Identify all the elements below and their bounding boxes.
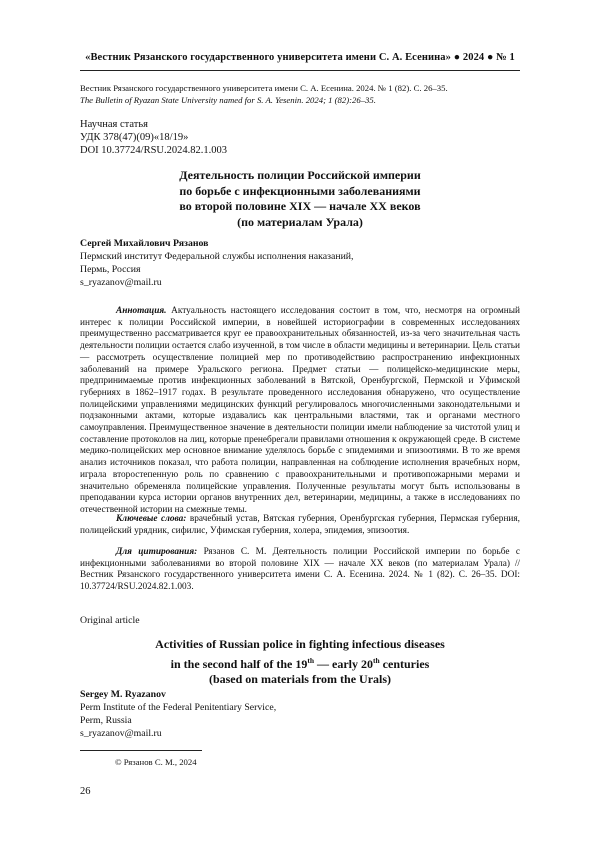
abstract-label: Аннотация. [116,306,167,316]
title-ru [100,168,500,230]
author-email-ru: s_ryazanov@mail.ru [80,277,162,288]
article-type-en: Original article [80,615,140,626]
citation-en: The Bulletin of Ryazan State University named for S. A. Yesenin. 2024; 1 (82):26–35. [80,95,376,105]
author-email-en: s_ryazanov@mail.ru [80,728,162,739]
copyright-note: © Рязанов С. М., 2024 [115,757,197,767]
how-to-cite-text: Рязанов С. М. Деятельность полиции Российской империи по борьбе с инфекционными заболеваниями во второй половине XIX — начале XX веков (по материалам Урала) // Вестник Рязанского государственного университета имени С. А. Есенина. 2024. № 1 (82). С. 26–35. DOI: 10.37724/RSU.2024.82.1.003. [80,547,520,593]
keywords [80,514,520,537]
title-en-line: Activities of Russian police in fighting infectious diseases [155,637,445,651]
title-ru-line: во второй половине XIX — начале XX веков [179,199,421,213]
how-to-cite [80,547,520,594]
page-number: 26 [80,786,91,797]
title-ru-line: (по материалам Урала) [237,214,363,229]
footnote-rule [80,750,202,751]
doi: DOI 10.37724/RSU.2024.82.1.003 [80,145,228,156]
title-en-line: (based on materials from the Urals) [208,672,392,686]
keywords-label: Ключевые слова: [116,514,187,524]
author-city-ru: Пермь, Россия [80,264,141,275]
article-meta [80,118,227,157]
udc-code: УДК 378(47)(09)«18/19» [80,132,189,143]
title-ru-line: по борьбе с инфекционными заболеваниями [179,183,421,198]
header-rule [80,70,520,71]
author-affiliation-en: Perm Institute of the Federal Penitentiary Service, [80,702,277,713]
article-type-ru: Научная статья [80,119,148,130]
title-en [100,637,500,688]
author-name-en: Sergey M. Ryazanov [80,689,166,700]
author-block-ru [80,237,520,289]
author-block-en [80,688,520,740]
author-city-en: Perm, Russia [80,715,132,726]
title-ru-line: Деятельность полиции Российской империи [179,168,421,182]
running-head: «Вестник Рязанского государственного университета имени С. А. Есенина» ● 2024 ● № 1 [85,52,515,63]
author-affiliation-ru: Пермский институт Федеральной службы исполнения наказаний, [80,251,354,262]
author-name-ru: Сергей Михайлович Рязанов [80,238,209,249]
citation-ru: Вестник Рязанского государственного университета имени С. А. Есенина. 2024. № 1 (82). С. 26–35. [80,83,448,93]
abstract-text: Актуальность настоящего исследования состоит в том, что, несмотря на огромный интерес к полиции Российской империи, в новейшей историографии в современных исследованиях преимущественно рассматривается круг ее правоохранительных обязанностей, из-за чего значительная часть деятельности полиции остается слабо изученной, в том числе в области медицины и ветеринарии. Цель статьи — рассмотреть осуществление полицией мер по противодействию распространению инфекционных заболеваний на примере Уральского региона. Предмет статьи — полицейско-медицинские меры, предпринимаемые против инфекционных заболеваний в Вятской, Оренбургской, Пермской и Уфимской губерниях в 1862–1917 годах. В результате проведенного исследования обнаружено, что осуществление полицейскими управлениями медицинских функций регулировалось многочисленными законодательными и подзаконными актами, которые издавались как центральными властями, так и органами местного самоуправления. Преимущественное значение в деятельности полиции имели наблюдение за чистотой улиц и составление протоколов на лиц, которые пренебрегали правилами отношения к окружающей среде. В системе медико-полицейских мер основное внимание уделялось борьбе с эпидемиями и эпизоотиями. В то же время анализ источников показал, что работа полиции, направленная на соблюдение исполнения врачебных норм, играла второстепенную роль по сравнению с правоохранительными и противопожарными мерами и значительно обременяла полицейские управления. Полученные результаты могут быть использованы в преподавании курса истории органов внутренних дел, ветеринарии, медицины, а также в исследованиях по отечественной истории на смежные темы. [80,306,520,515]
keywords-text: врачебный устав, Вятская губерния, Оренбургская губерния, Пермская губерния, полицейский урядник, сифилис, Уфимская губерния, холера, эпидемия, эпизоотия. [80,514,520,536]
title-en-line: in the second half of the 19th — early 20th centuries [170,655,430,671]
abstract [80,306,520,517]
how-to-cite-label: Для цитирования: [116,547,198,557]
